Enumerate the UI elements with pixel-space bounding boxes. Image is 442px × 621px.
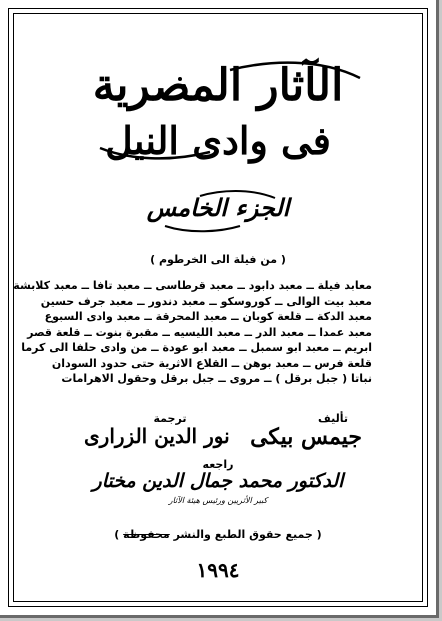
contents-line: قلعة فرس ــ معبد بوهن ــ القلاع الاثرية حتى حدود السودان [51,356,372,370]
contents-line: معبد عمدا ــ معبد الدر ــ معبد الليسيه ــ مقبرة بنوت ــ قلعة قصر [27,325,372,339]
book-title: الآثار المصرية [92,60,344,111]
contents-line: نباتا ( جبل برقل ) ــ مروى ــ جبل برقل وحقول الاهرامات [61,372,372,385]
contents-line: ابريم ــ معبد ابو سمبل ــ معبد ابو عودة ــ من وادى حلفا الى كرما [21,341,372,354]
volume-range: ( من فيلة الى الخرطوم ) [150,253,286,266]
contents-list [13,278,372,387]
contents-line: معابد فيلة ــ معبد دابود ــ معبد قرطاسى ــ معبد تافا ــ معبد كلابشة [13,279,372,292]
translator-label: ترجمة [153,412,187,425]
copyright-notice [0,528,436,541]
book-subtitle: فى وادى النيل [105,118,331,163]
translator-name: نور الدين الزرارى [84,424,230,448]
reviewer-note: كبير الأثريين ورئيس هيئة الآثار [168,496,268,505]
rights-prefix: ( جميع حقوق الطبع والنشر [173,528,322,541]
contents-line: معبد الدكة ــ قلعة كوبان ــ معبد المحرقة ــ معبد وادى السبوع [44,310,372,323]
reviewer-name: الدكتور محمد جمال الدين مختار [92,470,344,492]
reviewer-label: راجعه [202,458,234,471]
contents-line: معبد بيت الوالى ــ كوروسكو ــ معبد دندور ــ معبد جرف حسين [40,294,372,308]
author-name: جيمس بيكى [250,424,362,450]
author-label: تأليف [318,412,348,425]
publication-year: ١٩٩٤ [196,558,240,582]
part-number: الجزء الخامس [146,193,290,222]
rights-struck-word: محفوظة [123,528,170,541]
rights-suffix: ) [114,528,120,541]
